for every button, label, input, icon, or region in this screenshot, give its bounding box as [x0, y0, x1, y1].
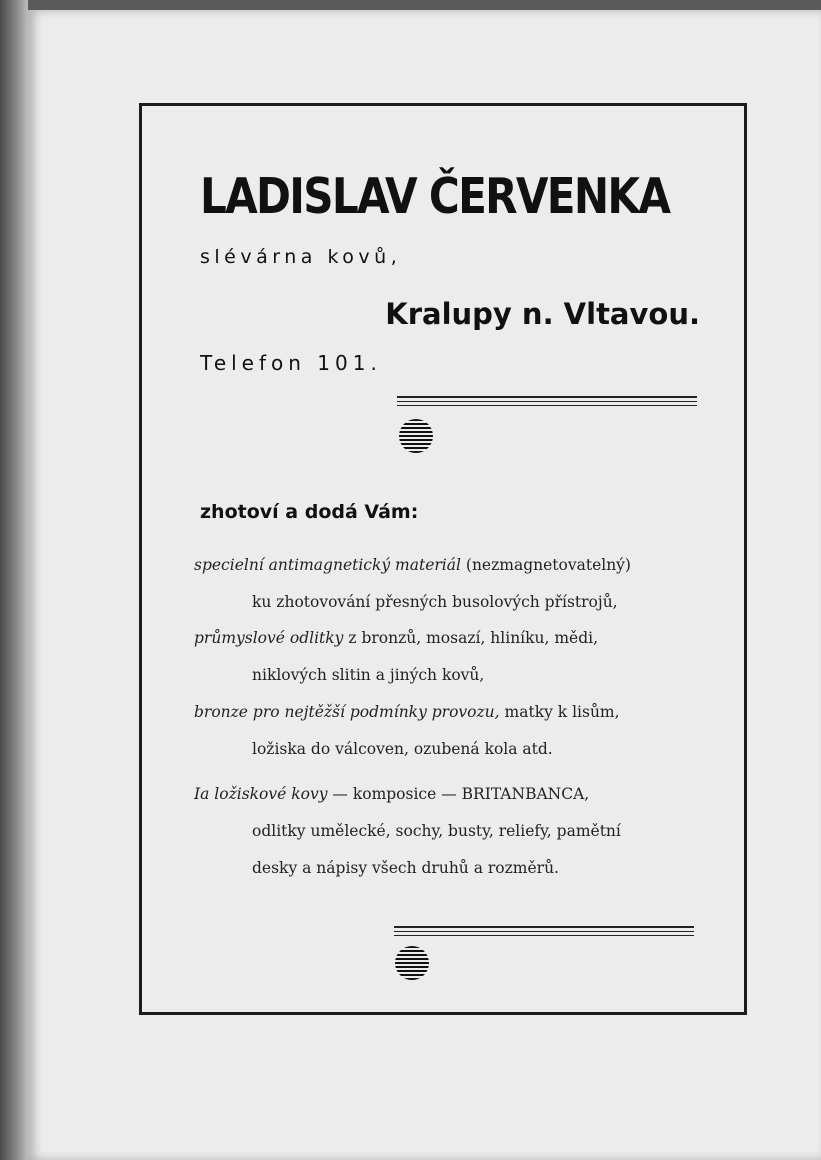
offer-heading: zhotoví a dodá Vám:: [200, 501, 419, 523]
offer-line-1: specielní antimagnetický materiál (nezmagnetovatelný): [194, 556, 631, 574]
book-binding-shadow: [0, 0, 28, 1160]
offer-line-4: niklových slitin a jiných kovů,: [252, 666, 485, 684]
advertisement-frame: [139, 103, 747, 1015]
offer-line-9: desky a nápisy všech druhů a rozměrů.: [252, 859, 559, 877]
top-divider-rules: [397, 396, 697, 409]
bottom-divider-rules: [394, 926, 694, 939]
offer-line-5: bronze pro nejtěžší podmínky provozu, matky k lisům,: [194, 703, 620, 721]
company-subtitle: slévárna kovů,: [200, 246, 402, 268]
offer-line-2: ku zhotovování přesných busolových přístrojů,: [252, 593, 618, 611]
striped-circle-emblem-bottom: [395, 946, 429, 980]
offer-line-7: Ia ložiskové kovy — komposice — BRITANBANCA,: [194, 785, 590, 803]
striped-circle-emblem-top: [399, 419, 433, 453]
company-name: LADISLAV ČERVENKA: [200, 168, 670, 225]
offer-line-6: ložiska do válcoven, ozubená kola atd.: [252, 740, 553, 758]
company-town: Kralupy n. Vltavou.: [385, 297, 700, 331]
company-phone: Telefon 101.: [200, 351, 382, 375]
offer-line-8: odlitky umělecké, sochy, busty, reliefy, pamětní: [252, 822, 621, 840]
offer-line-3: průmyslové odlitky z bronzů, mosazí, hliníku, mědi,: [194, 629, 599, 647]
